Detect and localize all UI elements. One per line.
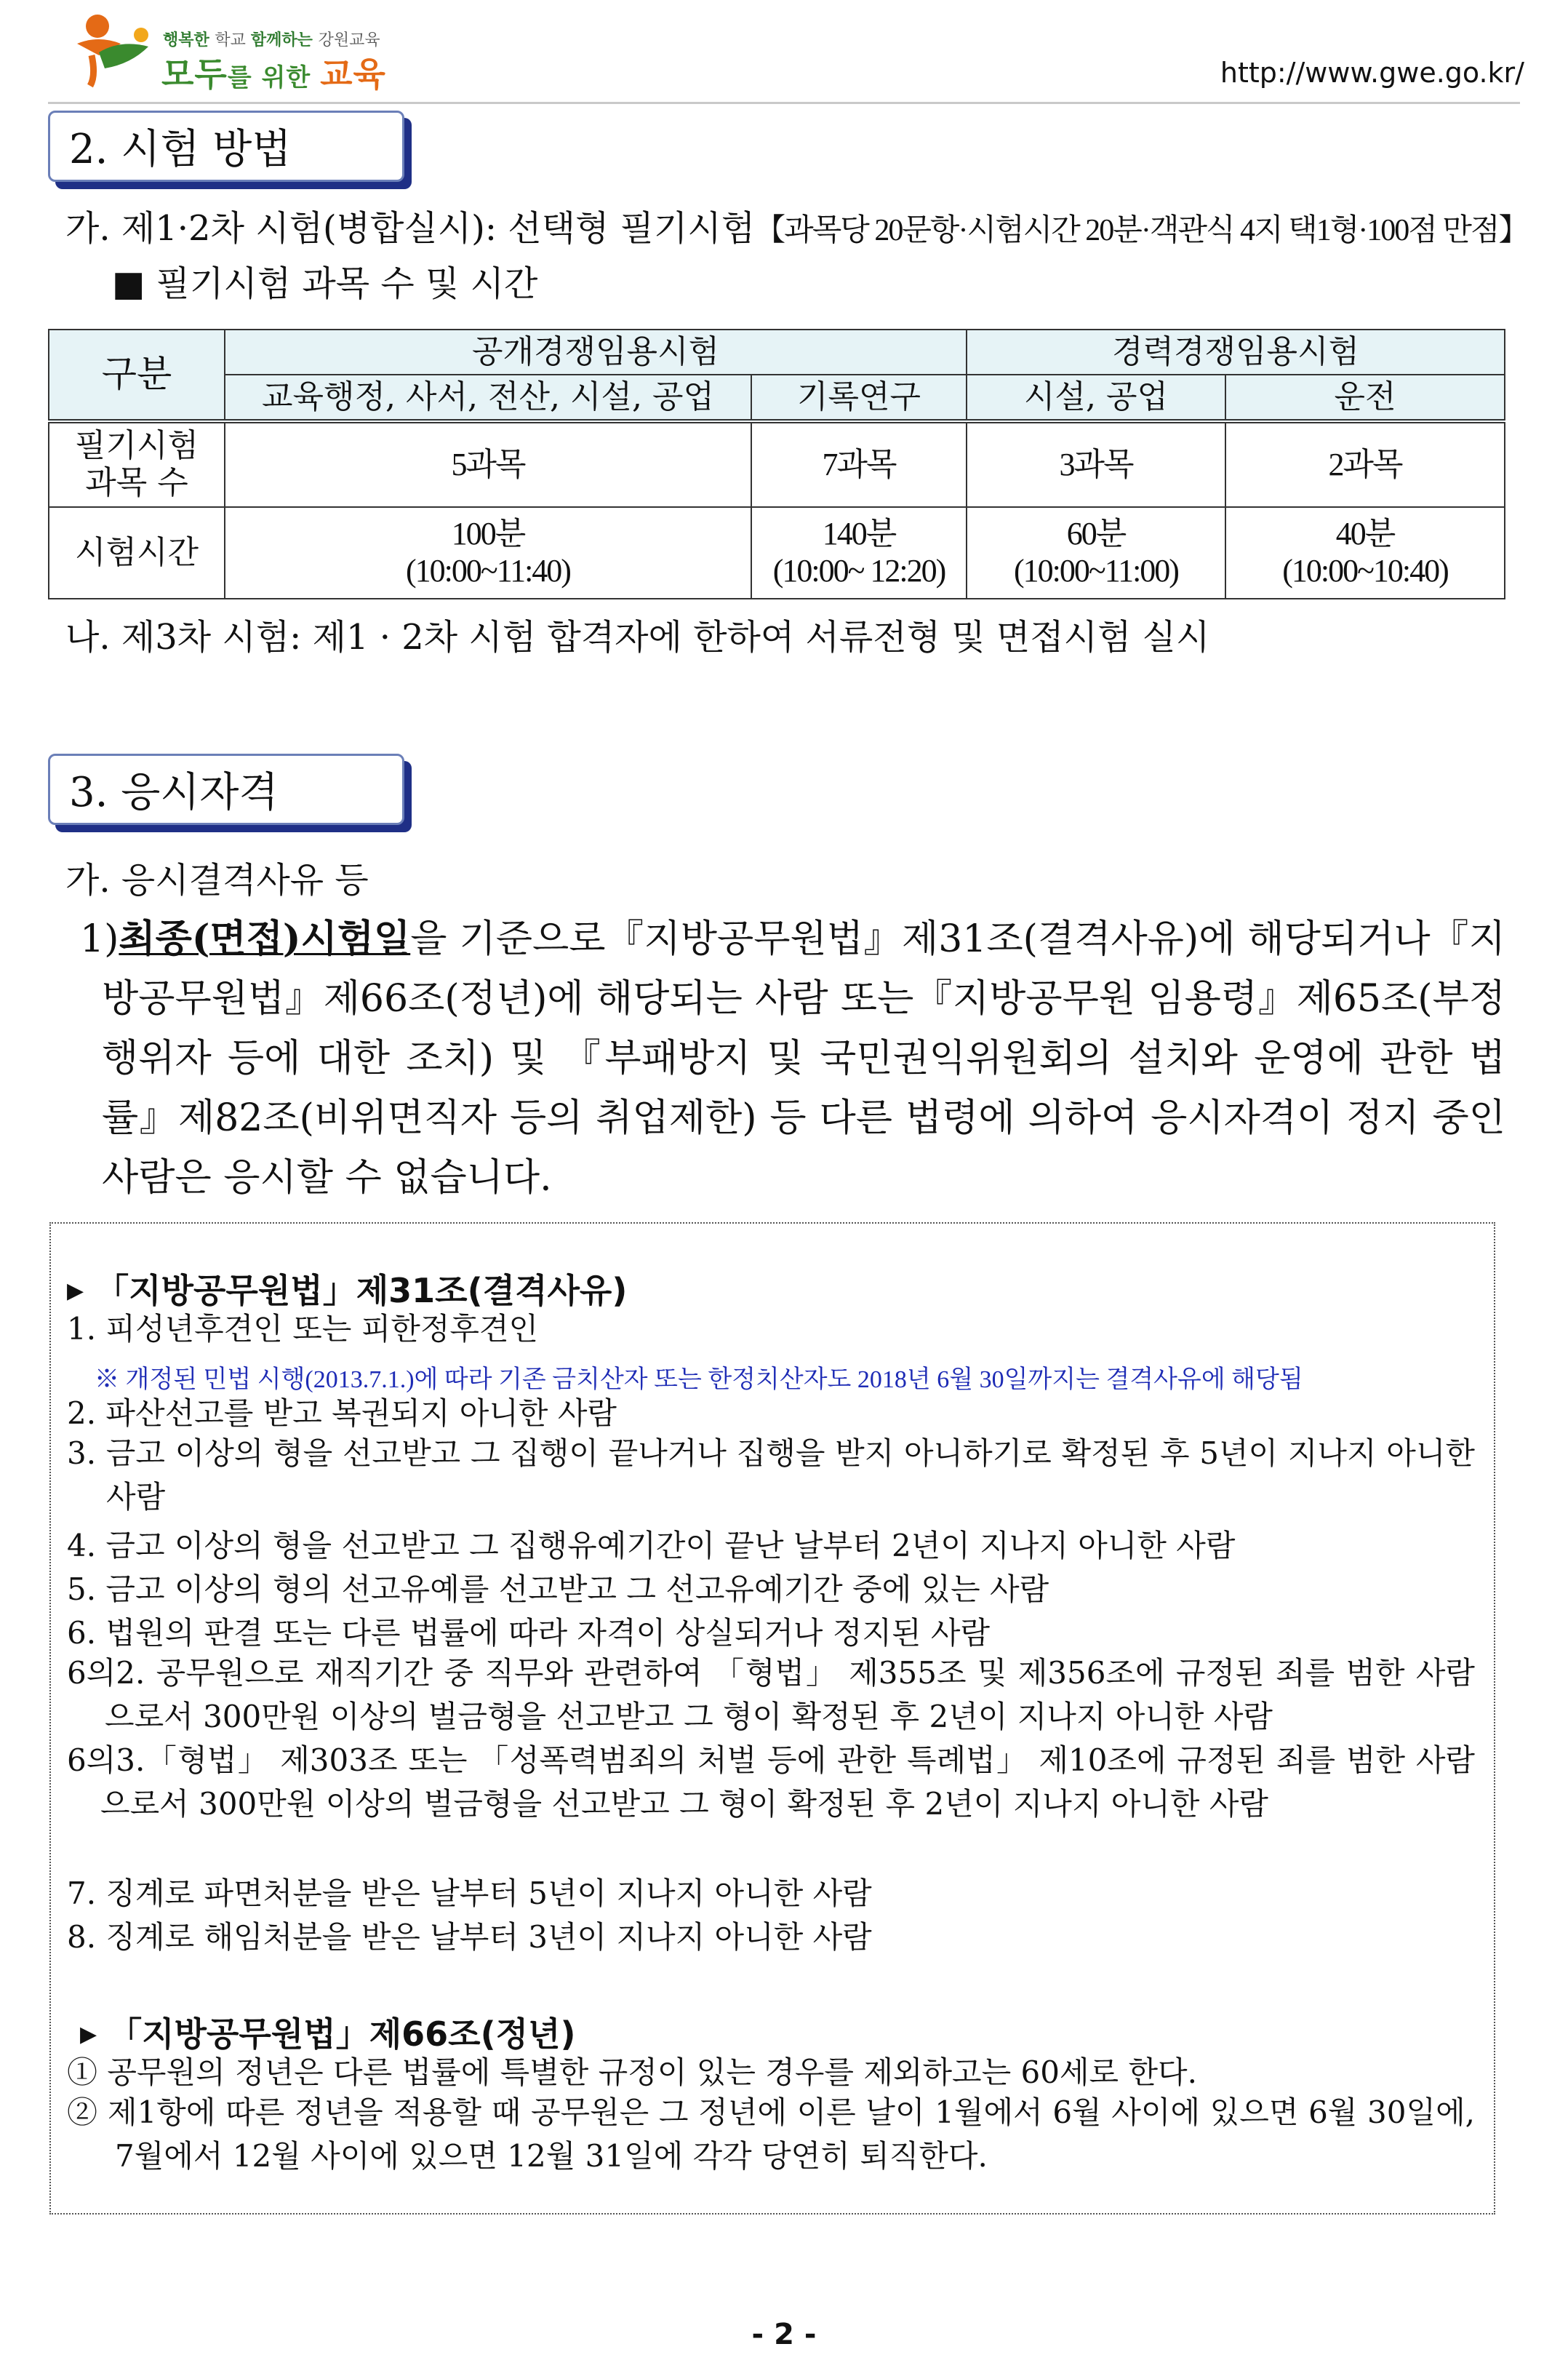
law31-item: 4. 금고 이상의 형을 선고받고 그 집행유예기간이 끝난 날부터 2년이 지나지 아니한 사람 xyxy=(67,1528,1236,1563)
law31-title: ▶ 「지방공무원법」제31조(결격사유) xyxy=(67,1271,628,1310)
section2-line-na: 나. 제3차 시험: 제1 · 2차 시험 합격자에 한하여 서류전형 및 면접시험 실시 xyxy=(65,617,1210,658)
table-cell: 140분 (10:00~ 12:20) xyxy=(751,507,967,599)
final-interview-date-emphasis: 최종(면접)시험일 xyxy=(119,917,411,961)
header-divider xyxy=(48,102,1520,104)
table-header-category: 구분 xyxy=(49,330,225,421)
table-cell: 100분 (10:00~11:40) xyxy=(225,507,751,599)
law31-item: 2. 파산선고를 받고 복권되지 아니한 사람 xyxy=(67,1395,617,1431)
table-subheader-admin: 교육행정, 사서, 전산, 시설, 공업 xyxy=(225,375,751,421)
logo xyxy=(70,10,448,94)
law31-note: ※ 개정된 민법 시행(2013.7.1.)에 따라 기존 금치산자 또는 한정치산자도 2018년 6월 30일까지는 결격사유에 해당됨 xyxy=(95,1366,1303,1393)
table-cell: 5과목 xyxy=(225,421,751,507)
law31-item: 1. 피성년후견인 또는 피한정후견인 xyxy=(67,1311,539,1347)
section2-line-ga: 가. 제1·2차 시험(병합실시): 선택형 필기시험【과목당 20문항·시험시간 20분·객관식 4지 택1형·100점 만점】 xyxy=(65,208,1528,249)
triangle-bullet-icon: ▶ xyxy=(80,2022,97,2047)
law31-item: 6의3.「형법」 제303조 또는 「성폭력범죄의 처벌 등에 관한 특례법」 제10조에 규정된 죄를 범한 사람으로서 300만원 이상의 벌금형을 선고받고 그 형이 확정된 후 2년이 지나지 아니한 사람 xyxy=(67,1742,1475,1822)
table-cell: 7과목 xyxy=(751,421,967,507)
table-header-career-competition: 경력경쟁임용시험 xyxy=(967,330,1505,375)
law31-item: 7. 징계로 파면처분을 받은 날부터 5년이 지나지 아니한 사람 xyxy=(67,1875,872,1911)
table-header-open-competition: 공개경쟁임용시험 xyxy=(225,330,967,375)
table-subheader-records: 기록연구 xyxy=(751,375,967,421)
table-cell: 3과목 xyxy=(967,421,1225,507)
logo-figure-icon xyxy=(70,10,157,90)
law31-item: 8. 징계로 해임처분을 받은 날부터 3년이 지나지 아니한 사람 xyxy=(67,1919,872,1955)
table-subheader-facility: 시설, 공업 xyxy=(967,375,1225,421)
section3-heading: 3. 응시자격 xyxy=(48,754,404,825)
triangle-bullet-icon: ▶ xyxy=(67,1278,84,1304)
site-url[interactable]: http://www.gwe.go.kr/ xyxy=(1220,57,1524,89)
table-subheader-driving: 운전 xyxy=(1225,375,1505,421)
law31-item: 3. 금고 이상의 형을 선고받고 그 집행이 끝나거나 집행을 받지 아니하기로 확정된 후 5년이 지나지 아니한 사람 xyxy=(67,1435,1475,1515)
table-row-label-subjects: 필기시험 과목 수 xyxy=(49,421,225,507)
section2-heading: 2. 시험 방법 xyxy=(48,111,404,182)
section2-bullet-line: ■ 필기시험 과목 수 및 시간 xyxy=(112,263,538,304)
law31-item: 6. 법원의 판결 또는 다른 법률에 따라 자격이 상실되거나 정지된 사람 xyxy=(67,1615,991,1651)
eligibility-paragraph: 1)최종(면접)시험일을 기준으로『지방공무원법』제31조(결격사유)에 해당되거나『지방공무원법』제66조(정년)에 해당되는 사람 또는『지방공무원 임용령』제65조(부정행위자 등에 대한 조치) 및 『부패방지 및 국민권익위원회의 설치와 운영에 관한 법률』제82조(비위면직자 등의 취업제한) 등 다른 법령에 의하여 응시자격이 정지 중인 사람은 응시할 수 없습니다. xyxy=(80,917,1505,1200)
section3-line-ga: 가. 응시결격사유 등 xyxy=(65,860,369,901)
table-cell: 60분 (10:00~11:00) xyxy=(967,507,1225,599)
logo-slogan-big: 모두를 위한 교육 xyxy=(161,55,386,94)
table-cell: 40분 (10:00~10:40) xyxy=(1225,507,1505,599)
law31-item: 5. 금고 이상의 형의 선고유예를 선고받고 그 선고유예기간 중에 있는 사람 xyxy=(67,1571,1049,1607)
table-cell: 2과목 xyxy=(1225,421,1505,507)
page-number: - 2 - xyxy=(751,2318,817,2351)
law66-item: ② 제1항에 따른 정년을 적용할 때 공무원은 그 정년에 이른 날이 1월에서 6월 사이에 있으면 6월 30일에, 7월에서 12월 사이에 있으면 12월 31일에 각각 당연히 퇴직한다. xyxy=(67,2094,1475,2174)
law31-item: 6의2. 공무원으로 재직기간 중 직무와 관련하여 「형법」 제355조 및 제356조에 규정된 죄를 범한 사람으로서 300만원 이상의 벌금형을 선고받고 그 형이 확정된 후 2년이 지나지 아니한 사람 xyxy=(67,1655,1475,1734)
law66-item: ① 공무원의 정년은 다른 법률에 특별한 규정이 있는 경우를 제외하고는 60세로 한다. xyxy=(67,2054,1197,2090)
law66-title: ▶ 「지방공무원법」제66조(정년) xyxy=(80,2014,576,2054)
table-row-label-duration: 시험시간 xyxy=(49,507,225,599)
exam-schedule-table xyxy=(48,329,1505,599)
logo-slogan-small: 행복한 학교 함께하는 강원교육 xyxy=(163,31,380,49)
